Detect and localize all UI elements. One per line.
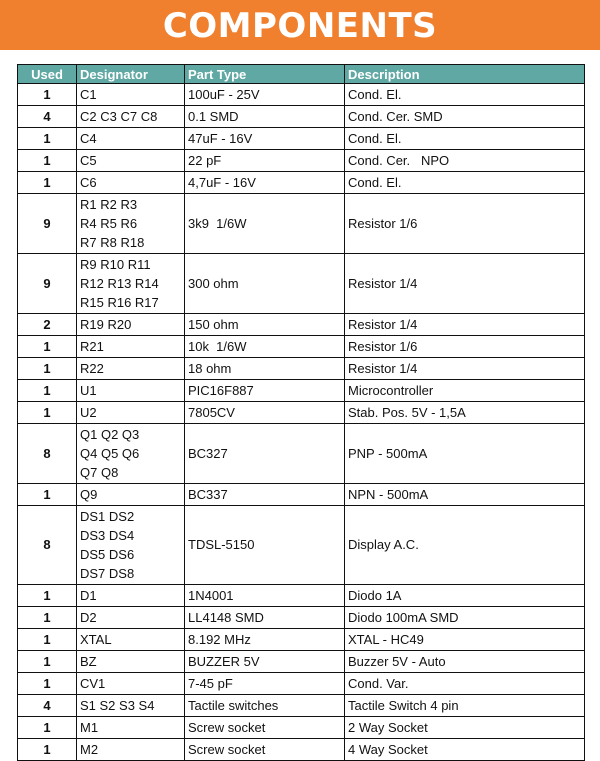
table-row [18,484,585,506]
designator-line: R7 R8 R18 [80,235,145,250]
table-row [18,254,585,314]
designator-cell [77,717,185,739]
table-row [18,506,585,585]
used-cell: 1 [18,607,77,629]
used-cell: 1 [18,739,77,761]
part-type-cell: 0.1 SMD [185,106,345,128]
table-row [18,336,585,358]
table-row [18,194,585,254]
used-cell: 1 [18,380,77,402]
used-cell: 1 [18,717,77,739]
designator-cell [77,607,185,629]
designator-line: XTAL [80,632,112,647]
designator-line: CV1 [80,676,106,691]
designator-line: DS3 DS4 [80,528,135,543]
description-cell: Diodo 100mA SMD [345,607,585,629]
part-type-cell: 150 ohm [185,314,345,336]
part-type-cell: TDSL-5150 [185,506,345,585]
designator-cell [77,194,185,254]
used-cell: 1 [18,172,77,194]
used-cell: 1 [18,402,77,424]
used-cell: 8 [18,424,77,484]
description-cell: Cond. El. [345,172,585,194]
used-cell: 4 [18,106,77,128]
designator-cell [77,739,185,761]
part-type-cell: 18 ohm [185,358,345,380]
designator-line: U1 [80,383,97,398]
table-row [18,314,585,336]
part-type-cell: BC327 [185,424,345,484]
designator-line: D2 [80,610,97,625]
part-type-cell: 47uF - 16V [185,128,345,150]
description-cell: Buzzer 5V - Auto [345,651,585,673]
header-part-type: Part Type [185,65,345,84]
part-type-cell: BC337 [185,484,345,506]
designator-line: Q1 Q2 Q3 [80,427,140,442]
part-type-cell: PIC16F887 [185,380,345,402]
description-cell: PNP - 500mA [345,424,585,484]
designator-line: S1 S2 S3 S4 [80,698,155,713]
designator-line: C4 [80,131,97,146]
table-row [18,402,585,424]
table-row [18,84,585,106]
designator-line: R1 R2 R3 [80,197,138,212]
description-cell: Tactile Switch 4 pin [345,695,585,717]
description-cell: Cond. El. [345,84,585,106]
header-used: Used [18,65,77,84]
designator-line: DS5 DS6 [80,547,135,562]
page-title: COMPONENTS [162,6,438,46]
designator-cell [77,629,185,651]
designator-cell [77,84,185,106]
part-type-cell: 300 ohm [185,254,345,314]
table-row [18,607,585,629]
part-type-cell: LL4148 SMD [185,607,345,629]
designator-line: R22 [80,361,104,376]
table-row [18,739,585,761]
part-type-cell: 7805CV [185,402,345,424]
used-cell: 1 [18,358,77,380]
designator-cell [77,484,185,506]
description-cell: Microcontroller [345,380,585,402]
table-row [18,673,585,695]
designator-cell [77,358,185,380]
table-row [18,380,585,402]
part-type-cell: 4,7uF - 16V [185,172,345,194]
table-row [18,651,585,673]
description-cell: Resistor 1/4 [345,254,585,314]
designator-cell [77,128,185,150]
designator-line: Q9 [80,487,98,502]
table-row [18,629,585,651]
designator-line: R21 [80,339,104,354]
part-type-cell: Tactile switches [185,695,345,717]
used-cell: 1 [18,484,77,506]
part-type-cell: Screw socket [185,739,345,761]
used-cell: 8 [18,506,77,585]
designator-line: U2 [80,405,97,420]
header-description: Description [345,65,585,84]
used-cell: 1 [18,651,77,673]
table-row [18,106,585,128]
designator-line: C6 [80,175,97,190]
part-type-cell: 7-45 pF [185,673,345,695]
designator-cell [77,254,185,314]
designator-cell [77,336,185,358]
part-type-cell: BUZZER 5V [185,651,345,673]
used-cell: 4 [18,695,77,717]
table-row [18,585,585,607]
table-row [18,128,585,150]
designator-line: M2 [80,742,99,757]
description-cell: Stab. Pos. 5V - 1,5A [345,402,585,424]
designator-line: R9 R10 R11 [80,257,151,272]
part-type-cell: 1N4001 [185,585,345,607]
designator-line: R12 R13 R14 [80,276,159,291]
description-cell: Cond. Cer. NPO [345,150,585,172]
description-cell: Cond. El. [345,128,585,150]
table-row [18,172,585,194]
used-cell: 9 [18,254,77,314]
description-cell: Display A.C. [345,506,585,585]
description-cell: Resistor 1/4 [345,358,585,380]
designator-line: M1 [80,720,99,735]
designator-line: BZ [80,654,97,669]
designator-cell [77,424,185,484]
used-cell: 1 [18,128,77,150]
table-row [18,150,585,172]
description-cell: XTAL - HC49 [345,629,585,651]
part-type-cell: 3k9 1/6W [185,194,345,254]
description-cell: Resistor 1/6 [345,194,585,254]
designator-line: R4 R5 R6 [80,216,138,231]
header-designator: Designator [77,65,185,84]
used-cell: 1 [18,150,77,172]
used-cell: 1 [18,673,77,695]
part-type-cell: 8.192 MHz [185,629,345,651]
description-cell: Cond. Var. [345,673,585,695]
description-cell: Resistor 1/4 [345,314,585,336]
used-cell: 1 [18,629,77,651]
designator-cell [77,506,185,585]
description-cell: Cond. Cer. SMD [345,106,585,128]
designator-line: C5 [80,153,97,168]
designator-cell [77,150,185,172]
components-table [17,64,585,761]
designator-line: C2 C3 C7 C8 [80,109,158,124]
designator-line: C1 [80,87,97,102]
designator-cell [77,402,185,424]
description-cell: 4 Way Socket [345,739,585,761]
part-type-cell: Screw socket [185,717,345,739]
table-row [18,717,585,739]
description-cell: Resistor 1/6 [345,336,585,358]
designator-cell [77,651,185,673]
description-cell: 2 Way Socket [345,717,585,739]
designator-line: D1 [80,588,97,603]
used-cell: 1 [18,336,77,358]
table-row [18,358,585,380]
designator-line: DS1 DS2 [80,509,135,524]
designator-line: R19 R20 [80,317,132,332]
designator-line: Q7 Q8 [80,465,119,480]
header-row [18,65,585,84]
designator-cell [77,172,185,194]
table-body [18,84,585,761]
table-row [18,695,585,717]
table-row [18,424,585,484]
designator-cell [77,380,185,402]
used-cell: 1 [18,585,77,607]
part-type-cell: 10k 1/6W [185,336,345,358]
designator-cell [77,673,185,695]
description-cell: NPN - 500mA [345,484,585,506]
used-cell: 2 [18,314,77,336]
designator-line: DS7 DS8 [80,566,135,581]
designator-cell [77,695,185,717]
designator-line: R15 R16 R17 [80,295,159,310]
part-type-cell: 22 pF [185,150,345,172]
title-banner [0,0,600,50]
designator-line: Q4 Q5 Q6 [80,446,140,461]
part-type-cell: 100uF - 25V [185,84,345,106]
used-cell: 9 [18,194,77,254]
used-cell: 1 [18,84,77,106]
designator-cell [77,106,185,128]
description-cell: Diodo 1A [345,585,585,607]
designator-cell [77,314,185,336]
designator-cell [77,585,185,607]
